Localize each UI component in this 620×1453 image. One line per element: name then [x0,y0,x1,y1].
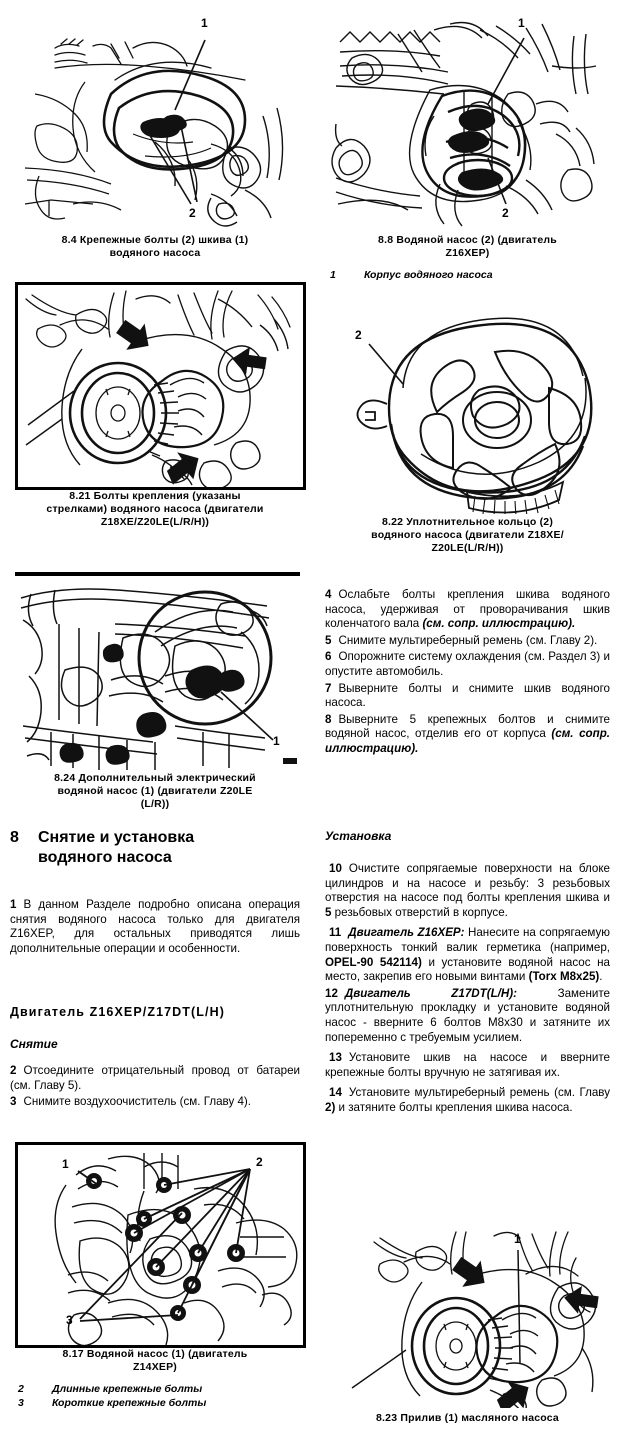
right-step-14 [325,1086,610,1115]
figure-8-23-caption-line1: 8.23 Прилив (1) масляного насоса [376,1412,559,1424]
figure-8-23 [330,1228,610,1408]
figure-8-17 [15,1142,306,1348]
right-step-4-text: Ослабьте болты крепления шкива водяного насоса, удерживая от проворачивания шкив коленчатого вала [325,588,610,631]
right-step-6-text: Опорожните систему охлаждения (см. Раздел 3) и опустите автомобиль. [325,650,610,678]
figure-8-22-caption-line1: 8.22 Уплотнительное кольцо (2) [381,516,554,528]
figure-8-4 [15,8,295,228]
figure-8-22-caption-line2: водяного насоса (двигатели Z18XE/ [371,529,564,541]
right-step-13 [325,1051,610,1080]
figure-8-21 [15,282,306,490]
right-step-5 [325,634,610,649]
figure-8-17-key-num: 3 [18,1397,24,1409]
right-step-4 [325,588,610,632]
right-step-6 [325,650,610,679]
right-step-14-bold-mid: 2) [325,1100,336,1114]
right-step-11-lead: Двигатель Z16XEP: [348,926,465,940]
left-step-3-number: 3 [10,1095,17,1108]
right-step-11-text2: и установите водяной насос на место, закрепив его новыми винтами [325,955,610,984]
figure-8-4-caption-line2: водяного насоса [109,247,201,259]
right-step-11-tail: . [599,970,603,984]
figure-8-8-callout-1: 1 [518,16,525,30]
right-step-10-text: Очистите сопрягаемые поверхности на блоке цилиндров и на насосе и резьбу: 3 резьбовых отверстия на насосе под болты крепления шкива и [325,862,610,905]
section-heading-line1: Снятие и установка [38,829,195,846]
right-step-10-bold: 5 [325,905,332,919]
figure-8-8-callout-2: 2 [502,206,509,220]
figure-8-8-caption-line2: Z16XEP) [445,247,490,259]
left-step-2-number: 2 [10,1064,17,1077]
figure-8-24-caption-line1: 8.24 Дополнительный электрический [54,772,256,784]
right-step-14-number: 14 [329,1086,342,1100]
figure-8-17-caption-line2: Z14XEP) [133,1361,177,1373]
right-step-4-emph: (см. сопр. иллюстрацию). [422,617,576,631]
right-step-10-tail: резьбовых отверстий в корпусе. [331,905,508,919]
right-step-13-text: Установите шкив на насосе и вверните крепежные болты вручную не затягивая их. [325,1051,610,1079]
figure-8-24-caption [10,772,300,811]
figure-8-21-caption-line1: 8.21 Болты крепления (указаны [69,490,241,502]
right-step-8-number: 8 [325,712,332,726]
right-install-steps [325,862,610,1118]
figure-8-24-caption-line2: водяной насос (1) (двигатели Z20LE [57,785,253,797]
section-heading-8 [10,828,300,868]
removal-heading: Снятие [10,1037,58,1051]
right-step-7-text: Выверните болты и снимите шкив водяного насоса. [325,681,610,710]
right-step-12 [325,987,610,1045]
right-step-12-lead: Двигатель Z17DT(L/H): [344,986,517,1000]
right-step-4-number: 4 [325,588,332,601]
figure-8-4-caption-line1: 8.4 Крепежные болты (2) шкива (1) [61,234,249,246]
figure-8-17-caption [10,1348,300,1374]
figure-8-22 [335,292,610,514]
right-step-12-text: Замените уплотнительную прокладку и установите водяной насос - вверните 6 болтов M8x30 и затяните их попеременно с требуемым усилием. [325,986,610,1044]
left-paragraph-1 [10,898,300,956]
section-heading-line2: водяного насоса [38,849,172,866]
right-step-14-text2: и затяните болты крепления шкива насоса. [335,1100,573,1114]
right-step-10 [325,862,610,920]
figure-8-4-callout-1: 1 [201,16,208,30]
figure-8-24-callout-1: 1 [273,734,280,748]
figure-8-8 [330,8,610,230]
right-step-8 [325,713,610,757]
figure-8-8-key-num: 1 [330,269,336,281]
figure-8-4-caption [10,234,300,260]
figure-8-17-key-num: 2 [18,1383,24,1395]
figure-8-17-callout-2: 2 [256,1155,263,1169]
right-step-10-number: 10 [329,862,342,875]
figure-8-8-caption [325,234,610,260]
left-step-3 [10,1095,300,1110]
right-step-11-text: Нанесите на сопрягаемую поверхность тонкий валик герметика (например, [325,926,610,954]
right-step-8-emph: (см. сопр. иллюстрацию). [325,727,611,755]
right-step-8-text: Выверните 5 крепежных болтов и снимите водяной насос, отделив его от корпуса [325,712,610,741]
right-step-14-text: Установите мультиреберный ремень (см. Главу [348,1086,610,1100]
figure-8-17-key-text: Длинные крепежные болты [52,1383,203,1395]
figure-8-17-key-text: Короткие крепежные болты [52,1397,207,1409]
right-step-7 [325,682,610,711]
figure-8-22-caption-line3: Z20LE(L/R/H)) [431,542,504,554]
right-step-5-text: Снимите мультиреберный ремень (см. Главу 2). [338,633,598,647]
left-step-2 [10,1064,300,1093]
engine-heading: Двигатель Z16XEP/Z17DT(L/H) [10,1005,225,1019]
figure-8-17-key [18,1382,300,1410]
figure-8-17-callout-1: 1 [62,1157,69,1171]
figure-8-4-callout-2: 2 [189,206,196,220]
right-step-6-number: 6 [325,650,332,664]
left-paragraph-1-text: В данном Разделе подробно описана операция снятия водяного насоса только для двигателя Z16XEP, для остальных приводятся лишь дополнительные операции и особенности. [10,898,300,955]
figure-8-8-key-item [330,268,610,282]
right-step-13-number: 13 [329,1051,342,1065]
figure-8-17-caption-line1: 8.17 Водяной насос (1) (двигатель [62,1348,248,1360]
figure-8-24-caption-line3: (L/R)) [140,798,170,810]
section-heading-number: 8 [10,829,19,846]
figure-8-21-caption-line3: Z18XE/Z20LE(L/R/H)) [100,516,210,528]
right-step-11-number: 11 [329,926,342,940]
install-heading: Установка [325,829,392,843]
right-step-11 [325,926,610,984]
left-paragraph-1-number: 1 [10,898,17,911]
figure-8-23-callout-1: 1 [514,1232,521,1246]
figure-8-21-caption [10,490,300,529]
left-step-3-text: Снимите воздухоочиститель (см. Главу 4). [23,1095,252,1108]
right-removal-steps [325,588,610,759]
figure-8-17-callout-3: 3 [66,1313,73,1327]
left-step-2-text: Отсоедините отрицательный провод от батареи (см. Главу 5). [10,1064,300,1092]
right-step-12-number: 12 [325,986,338,1000]
figure-8-23-caption [325,1412,610,1425]
figure-8-22-callout-2: 2 [355,328,362,342]
figure-8-22-caption [325,516,610,555]
figure-8-21-caption-line2: стрелками) водяного насоса (двигатели [46,503,264,515]
figure-8-8-key-text: Корпус водяного насоса [364,269,493,281]
right-step-7-number: 7 [325,681,332,695]
right-step-11-bold-tail: (Torx M8x25) [528,970,600,984]
figure-8-17-key-item [18,1396,300,1410]
right-step-5-number: 5 [325,633,332,647]
figure-8-24 [15,572,300,772]
right-step-11-bold-mid: OPEL-90 542114) [325,955,422,969]
figure-8-8-caption-line1: 8.8 Водяной насос (2) (двигатель [378,234,557,246]
figure-8-17-key-item [18,1382,300,1396]
